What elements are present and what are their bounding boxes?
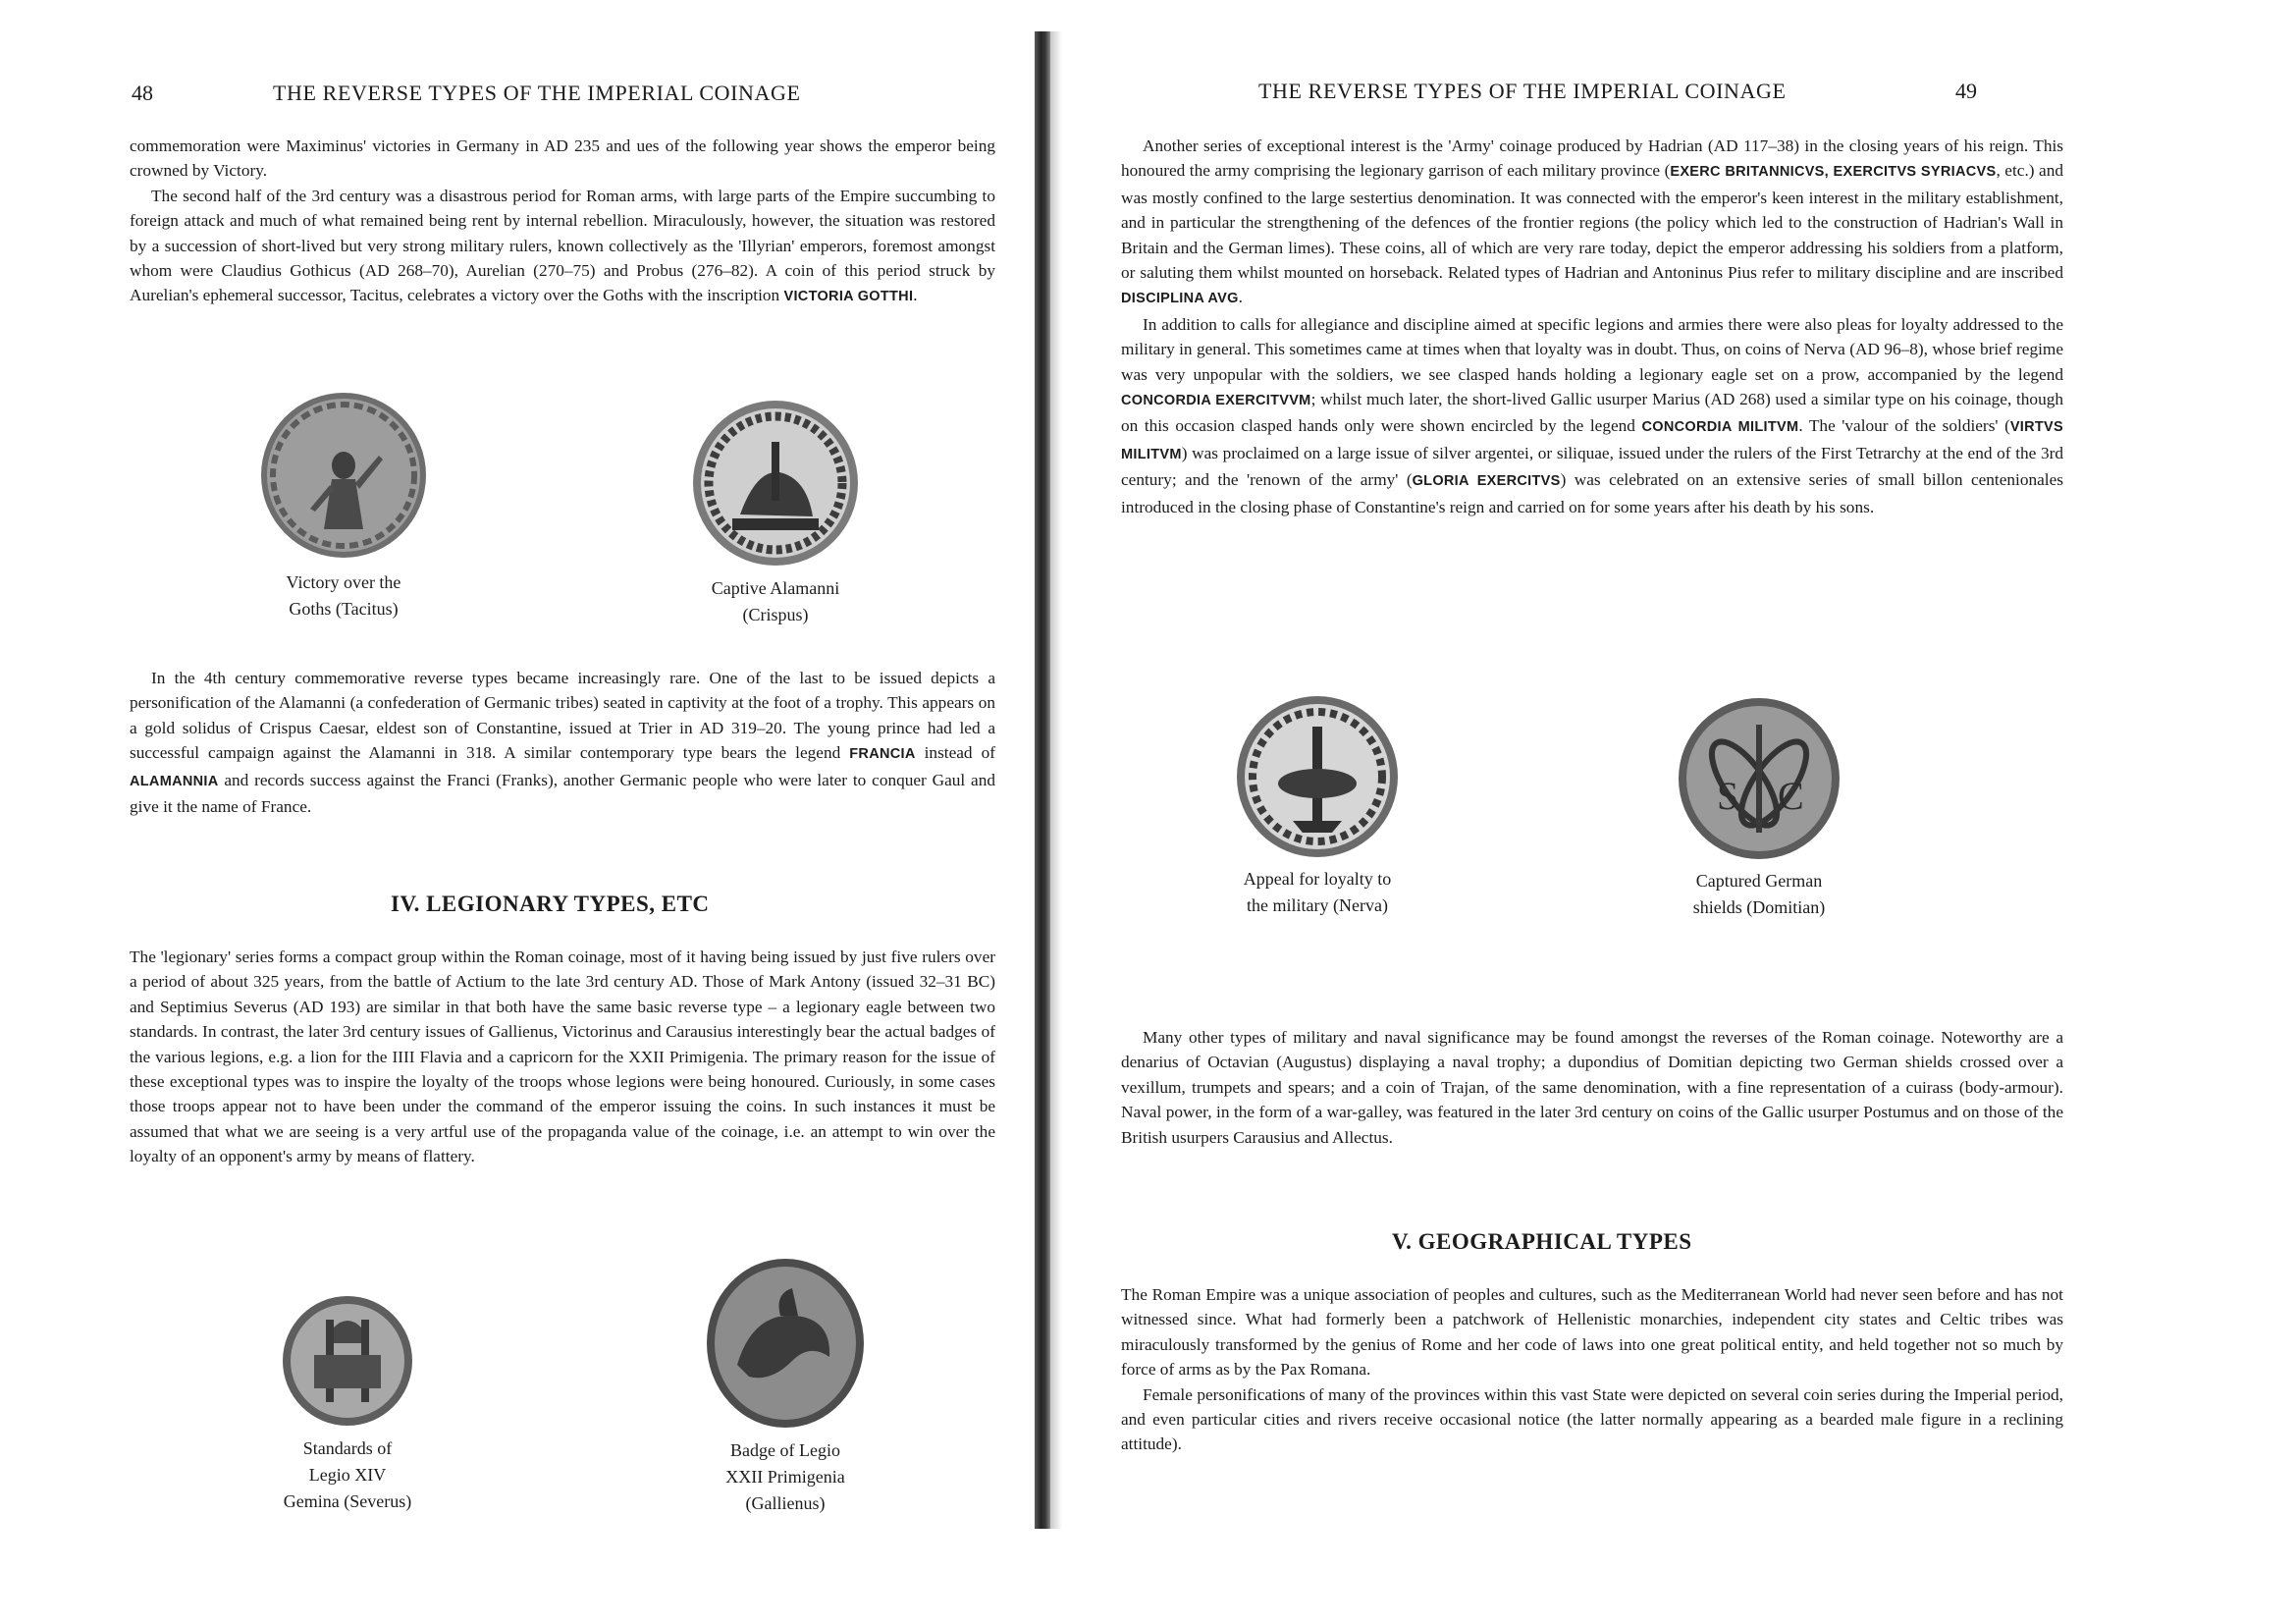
coin-legend: GLORIA EXERCITVS [1412, 473, 1561, 490]
paragraph: In addition to calls for allegiance and discipline aimed at specific legions and armies there were also pleas for loyalty addressed to the military in general. This sometimes came at times when that loyalty was in doubt. Thus, on coins of Nerva (AD 96–8), whose brief regime was very unpopular with the soldiers, we see clasped hands holding a legionary eagle set on a prow, accompanied by the legend CONCORDIA EXERCITVVM; whilst much later, the short-lived Gallic usurper Marius (AD 268) used a similar type on his coinage, though on this occasion clasped hands only were shown encircled by the legend CONCORDIA MILITVM. The 'valour of the soldiers' (VIRTVS MILITVM) was proclaimed on a large issue of silver argentei, or siliquae, issued under the rulers of the First Tetrarchy at the end of the 3rd century; and the 'renown of the army' (GLORIA EXERCITVS) was celebrated on an extensive series of small billon centenionales introduced in the closing phase of Constantine's reign and carried on for some years after his death by his sons. [1121, 314, 2063, 516]
text-block [1121, 1025, 2063, 1150]
text-block [130, 945, 995, 1169]
text-block [130, 666, 995, 819]
coin-legend: CONCORDIA EXERCITVVM [1121, 393, 1311, 409]
svg-text:C: C [1778, 774, 1804, 818]
coin-figure-victory-goths [236, 387, 452, 623]
paragraph: Female personifications of many of the provinces within this vast State were depicted on several coin series during the Imperial period, and even particular cities and rivers receive occasional notice (the latter normally appearing as a bearded male figure in a reclining attitude). [1121, 1384, 2063, 1454]
section-heading: V. GEOGRAPHICAL TYPES [1392, 1229, 1692, 1254]
page-number: 48 [132, 81, 153, 105]
paragraph: The 'legionary' series forms a compact group within the Roman coinage, most of it having being issued by just five rulers over a period of about 325 years, from the battle of Actium to the late 3rd century AD. Those of Mark Antony (issued 32–31 BC) and Septimius Severus (AD 193) are similar in that both have the same basic reverse type – a legionary eagle between two standards. In contrast, the later 3rd century issues of Gallienus, Victorinus and Carausius interestingly bear the actual badges of the various legions, e.g. a lion for the IIII Flavia and a capricorn for the XXII Primigenia. The primary reason for the issue of these exceptional types was to inspire the loyalty of the troops whose legions were being honoured. Curiously, in some cases those troops appear not to have been under the command of the emperor issuing the coins. In such instances it must be assumed that what we are seeing is a very artful use of the propaganda value of the coinage, i.e. an attempt to win over the loyalty of an opponent's army by means of flattery. [130, 947, 995, 1166]
book-spine-gutter [1035, 31, 1050, 1529]
coin-image [689, 397, 862, 569]
text-block [1121, 134, 2063, 519]
figure-caption: Badge of Legio XXII Primigenia (Gallienus) [725, 1440, 845, 1513]
coin-figure-domitian [1631, 695, 1887, 921]
coin-figure-legio-xiv [240, 1292, 455, 1515]
coin-figure-legio-xxii [677, 1255, 893, 1517]
coin-image [1234, 693, 1401, 860]
coin-legend: EXERC BRITANNICVS, EXERCITVS SYRIACVS [1670, 164, 1997, 181]
coin-legend: FRANCIA [849, 746, 916, 763]
paragraph: Another series of exceptional interest is the 'Army' coinage produced by Hadrian (AD 117–38) in the closing years of his reign. This honoured the army comprising the legionary garrison of each military province (EXERC BRITANNICVS, EXERCITVS SYRIACVS, etc.) and was mostly confined to the large sestertius denomination. It was connected with the emperor's keen interest in the military establishment, and in particular the strengthening of the defences of the frontier regions (the policy which led to the construction of Hadrian's Wall in Britain and the German limes). These coins, all of which are very rare today, depict the emperor addressing his soldiers from a platform, or saluting them whilst mounted on horseback. Related types of Hadrian and Antoninus Pius refer to military discipline and are inscribed DISCIPLINA AVG. [1121, 136, 2063, 307]
paragraph: commemoration were Maximinus' victories in Germany in AD 235 and ues of the following year shows the emperor being crowned by Victory. [130, 136, 995, 181]
figure-caption: Captive Alamanni (Crispus) [711, 578, 840, 624]
gutter-shadow [1050, 31, 1062, 1529]
coin-figure-nerva [1190, 693, 1445, 919]
coin-image [279, 1292, 416, 1430]
section-heading: IV. LEGIONARY TYPES, ETC [391, 892, 710, 916]
figure-caption: Standards of Legio XIV Gemina (Severus) [283, 1438, 412, 1511]
coin-legend: ALAMANNIA [130, 773, 219, 789]
coin-legend: CONCORDIA MILITVM [1641, 419, 1799, 436]
svg-text:S: S [1717, 774, 1739, 818]
paragraph: The second half of the 3rd century was a disastrous period for Roman arms, with large parts of the Empire succumbing to foreign attack and much of what remained being rent by internal rebellion. Miraculously, however, the situation was restored by a succession of short-lived but very strong military rulers, known collectively as the 'Illyrian' emperors, foremost amongst whom were Claudius Gothicus (AD 268–70), Aurelian (270–75) and Probus (276–82). A coin of this period struck by Aurelian's ephemeral successor, Tacitus, celebrates a victory over the Goths with the inscription VICTORIA GOTTHI. [130, 186, 995, 305]
figure-caption: Victory over the Goths (Tacitus) [286, 572, 401, 619]
paragraph: Many other types of military and naval significance may be found amongst the reverses of the Roman coinage. Noteworthy are a denarius of Octavian (Augustus) displaying a naval trophy; a dupondius of Domitian depicting two German shields crossed over a vexillum, trumpets and spears; and a coin of Trajan, of the same denomination, with a fine representation of a cuirass (body-armour). Naval power, in the form of a war-galley, was featured in the later 3rd century on coins of the Gallic usurper Postumus and on those of the British usurpers Carausius and Allectus. [1121, 1028, 2063, 1147]
left-page [0, 0, 1033, 1624]
right-page [1062, 0, 2296, 1624]
coin-legend: VIRTVS MILITVM [1121, 419, 2063, 462]
text-block [1121, 1282, 2063, 1457]
figure-caption: Appeal for loyalty to the military (Nerva) [1243, 869, 1392, 915]
intro-text-block [130, 134, 995, 310]
coin-legend: DISCIPLINA AVG [1121, 291, 1239, 307]
paragraph: In the 4th century commemorative reverse types became increasingly rare. One of the last to be issued depicts a personification of the Alamanni (a confederation of Germanic tribes) seated in captivity at the foot of a trophy. This appears on a gold solidus of Crispus Caesar, eldest son of Constantine, issued at Trier in AD 319–20. The young prince had led a successful campaign against the Alamanni in 318. A similar contemporary type bears the legend FRANCIA instead of ALAMANNIA and records success against the Franci (Franks), another Germanic people who were later to conquer Gaul and give it the name of France. [130, 669, 996, 817]
running-head: THE REVERSE TYPES OF THE IMPERIAL COINAGE [1258, 79, 1787, 103]
coin-image [1676, 695, 1842, 862]
figure-caption: Captured German shields (Domitian) [1692, 871, 1826, 917]
running-head: THE REVERSE TYPES OF THE IMPERIAL COINAGE [273, 81, 801, 105]
coin-legend: VICTORIA GOTTHI [783, 289, 914, 305]
coin-figure-captive-alamanni [667, 397, 883, 628]
paragraph: The Roman Empire was a unique association of peoples and cultures, such as the Mediterranean World had never seen before and has not witnessed since. What had formerly been a patchwork of Hellenistic monarchies, independent city states and Celtic tribes was miraculously transformed by the genius of Rome and her code of laws into one great political entity, and held together not so much by force of arms as by the Pax Romana. [1121, 1285, 2063, 1380]
coin-image [255, 387, 432, 564]
coin-image [702, 1255, 869, 1432]
page-number: 49 [1955, 79, 1977, 103]
